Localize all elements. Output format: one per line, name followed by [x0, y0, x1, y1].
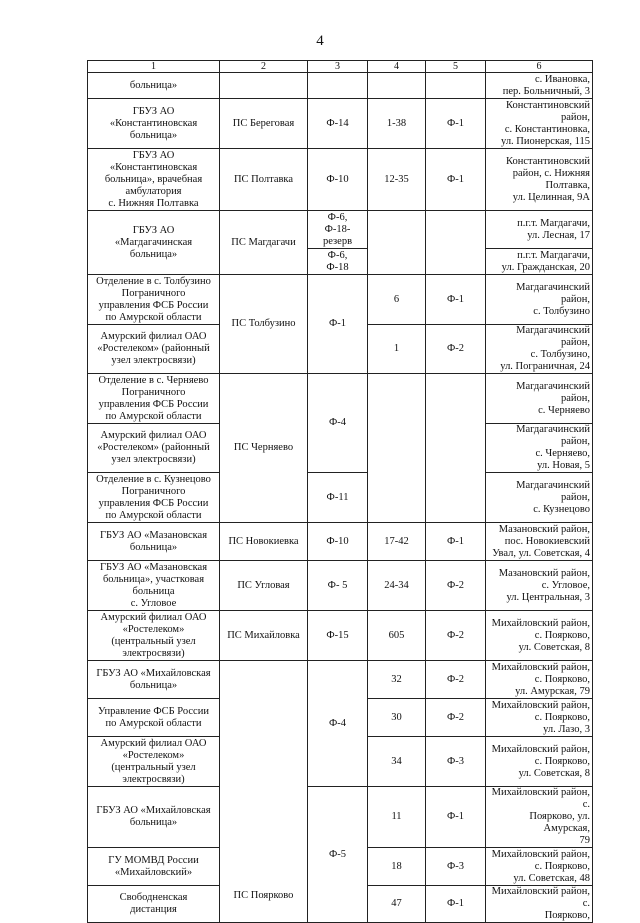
address-cell: Мазановский район, пос. Новокиевский Увал, ул. Советская, 4 [486, 523, 593, 561]
ps-cell: ПС Полтавка [220, 149, 308, 211]
org-cell: Амурский филиал ОАО «Ростелеком» (центральный узел электросвязи) [88, 611, 220, 661]
ps-cell: ПС Новокиевка [220, 523, 308, 561]
tp-cell: 47 [368, 886, 426, 923]
tp-cell [368, 374, 426, 523]
header-cell: 6 [486, 61, 593, 73]
org-cell: Свободненская дистанция [88, 886, 220, 923]
org-cell: больница» [88, 73, 220, 99]
ps-cell: ПС Толбузино [220, 275, 308, 374]
feeder-cell: Ф-4 [308, 661, 368, 787]
feeder-cell: Ф-6, Ф-18- резерв [308, 211, 368, 249]
ps-cell: ПС Угловая [220, 561, 308, 611]
header-cell: 1 [88, 61, 220, 73]
table-row [88, 99, 593, 149]
tp-cell: 605 [368, 611, 426, 661]
org-cell: ГБУЗ АО «Мазановская больница» [88, 523, 220, 561]
table-header-row [88, 61, 593, 73]
address-cell: Мазановский район, с. Угловое, ул. Центральная, 3 [486, 561, 593, 611]
tp-cell: 1-38 [368, 99, 426, 149]
table-row [88, 149, 593, 211]
feeder-cell: Ф-6, Ф-18 [308, 249, 368, 275]
line-cell: Ф-2 [426, 661, 486, 699]
feeder-cell: Ф-10 [308, 149, 368, 211]
line-cell: Ф-1 [426, 275, 486, 325]
address-cell: Магдагачинский район, с. Черняево [486, 374, 593, 424]
address-cell: п.г.т. Магдагачи, ул. Лесная, 17 [486, 211, 593, 249]
line-cell: Ф-1 [426, 787, 486, 848]
feeder-cell: Ф-15 [308, 611, 368, 661]
tp-cell: 11 [368, 787, 426, 848]
tp-cell: 18 [368, 848, 426, 886]
tp-cell: 34 [368, 737, 426, 787]
line-cell: Ф-2 [426, 611, 486, 661]
table-row [88, 211, 593, 249]
feeder-cell: Ф-14 [308, 99, 368, 149]
line-cell: Ф-1 [426, 149, 486, 211]
tp-cell: 24-34 [368, 561, 426, 611]
address-cell: с. Ивановка, пер. Больничный, 3 [486, 73, 593, 99]
feeder-cell: Ф-4 [308, 374, 368, 473]
tp-cell: 12-35 [368, 149, 426, 211]
org-cell: Отделение в с. Черняево Пограничного управления ФСБ России по Амурской области [88, 374, 220, 424]
table-row [88, 661, 593, 699]
address-cell: Магдагачинский район, с. Черняево, ул. Новая, 5 [486, 424, 593, 473]
table-row [88, 275, 593, 325]
ps-cell: ПС Магдагачи [220, 211, 308, 275]
ps-cell: ПС Береговая [220, 99, 308, 149]
org-cell: ГБУЗ АО «Мазановская больница», участковая больница с. Угловое [88, 561, 220, 611]
org-cell: Отделение в с. Толбузино Пограничного управления ФСБ России по Амурской области [88, 275, 220, 325]
tp-cell: 30 [368, 699, 426, 737]
org-cell: ГБУЗ АО «Магдагачинская больница» [88, 211, 220, 275]
address-cell: Константиновский район, с. Нижняя Полтавка, ул. Целинная, 9А [486, 149, 593, 211]
table-row [88, 561, 593, 611]
tp-cell: 6 [368, 275, 426, 325]
table-row [88, 73, 593, 99]
address-cell: Михайловский район, с. Поярково, ул. Советская, 8 [486, 737, 593, 787]
ps-cell: ПС Поярково [220, 661, 308, 923]
tp-cell: 17-42 [368, 523, 426, 561]
org-cell: Амурский филиал ОАО «Ростелеком» (районный узел электросвязи) [88, 325, 220, 374]
org-cell: Управление ФСБ России по Амурской области [88, 699, 220, 737]
line-cell: Ф-1 [426, 886, 486, 923]
org-cell: ГБУЗ АО «Михайловская больница» [88, 661, 220, 699]
header-cell: 3 [308, 61, 368, 73]
address-cell: Михайловский район, с. Поярково, ул. Амурская, 79 [486, 661, 593, 699]
feeder-cell: Ф-10 [308, 523, 368, 561]
line-cell: Ф-1 [426, 523, 486, 561]
tp-cell [368, 73, 426, 99]
table-row [88, 374, 593, 424]
line-cell: Ф-1 [426, 99, 486, 149]
feeder-cell: Ф- 5 [308, 561, 368, 611]
feeder-cell: Ф-5 [308, 787, 368, 923]
ps-cell [220, 73, 308, 99]
line-cell [426, 73, 486, 99]
table-row [88, 523, 593, 561]
feeder-cell: Ф-11 [308, 473, 368, 523]
table-row [88, 787, 593, 848]
address-cell: Михайловский район, с. Поярково, ул. Лазо, 3 [486, 699, 593, 737]
address-cell: Константиновский район, с. Константиновка, ул. Пионерская, 115 [486, 99, 593, 149]
line-cell: Ф-3 [426, 737, 486, 787]
header-cell: 5 [426, 61, 486, 73]
tp-cell: 32 [368, 661, 426, 699]
feeder-cell: Ф-1 [308, 275, 368, 374]
line-cell: Ф-2 [426, 561, 486, 611]
address-cell: Магдагачинский район, с. Толбузино, ул. Пограничная, 24 [486, 325, 593, 374]
feeder-cell [308, 73, 368, 99]
line-cell: Ф-2 [426, 699, 486, 737]
org-cell: Амурский филиал ОАО «Ростелеком» (районный узел электросвязи) [88, 424, 220, 473]
line-cell [426, 374, 486, 523]
org-cell: ГБУЗ АО «Михайловская больница» [88, 787, 220, 848]
address-cell: Магдагачинский район, с. Кузнецово [486, 473, 593, 523]
ps-cell: ПС Михайловка [220, 611, 308, 661]
org-cell: Амурский филиал ОАО «Ростелеком» (центральный узел электросвязи) [88, 737, 220, 787]
facilities-table [87, 60, 593, 923]
org-cell: ГБУЗ АО «Константиновская больница» [88, 99, 220, 149]
tp-cell [368, 211, 426, 275]
line-cell: Ф-2 [426, 325, 486, 374]
address-cell: Михайловский район, с. Поярково, [486, 886, 593, 923]
table-row [88, 473, 593, 523]
org-cell: ГБУЗ АО «Константиновская больница», врачебная амбулатория с. Нижняя Полтавка [88, 149, 220, 211]
tp-cell: 1 [368, 325, 426, 374]
address-cell: п.г.т. Магдагачи, ул. Гражданская, 20 [486, 249, 593, 275]
address-cell: Михайловский район, с. Поярково, ул. Советская, 48 [486, 848, 593, 886]
address-cell: Михайловский район, с. Поярково, ул. Амурская, 79 [486, 787, 593, 848]
address-cell: Магдагачинский район, с. Толбузино [486, 275, 593, 325]
ps-cell: ПС Черняево [220, 374, 308, 523]
address-cell: Михайловский район, с. Поярково, ул. Советская, 8 [486, 611, 593, 661]
line-cell: Ф-3 [426, 848, 486, 886]
header-cell: 4 [368, 61, 426, 73]
org-cell: Отделение в с. Кузнецово Пограничного управления ФСБ России по Амурской области [88, 473, 220, 523]
org-cell: ГУ МОМВД России «Михайловский» [88, 848, 220, 886]
table-row [88, 611, 593, 661]
page-number: 4 [316, 33, 324, 49]
header-cell: 2 [220, 61, 308, 73]
line-cell [426, 211, 486, 275]
